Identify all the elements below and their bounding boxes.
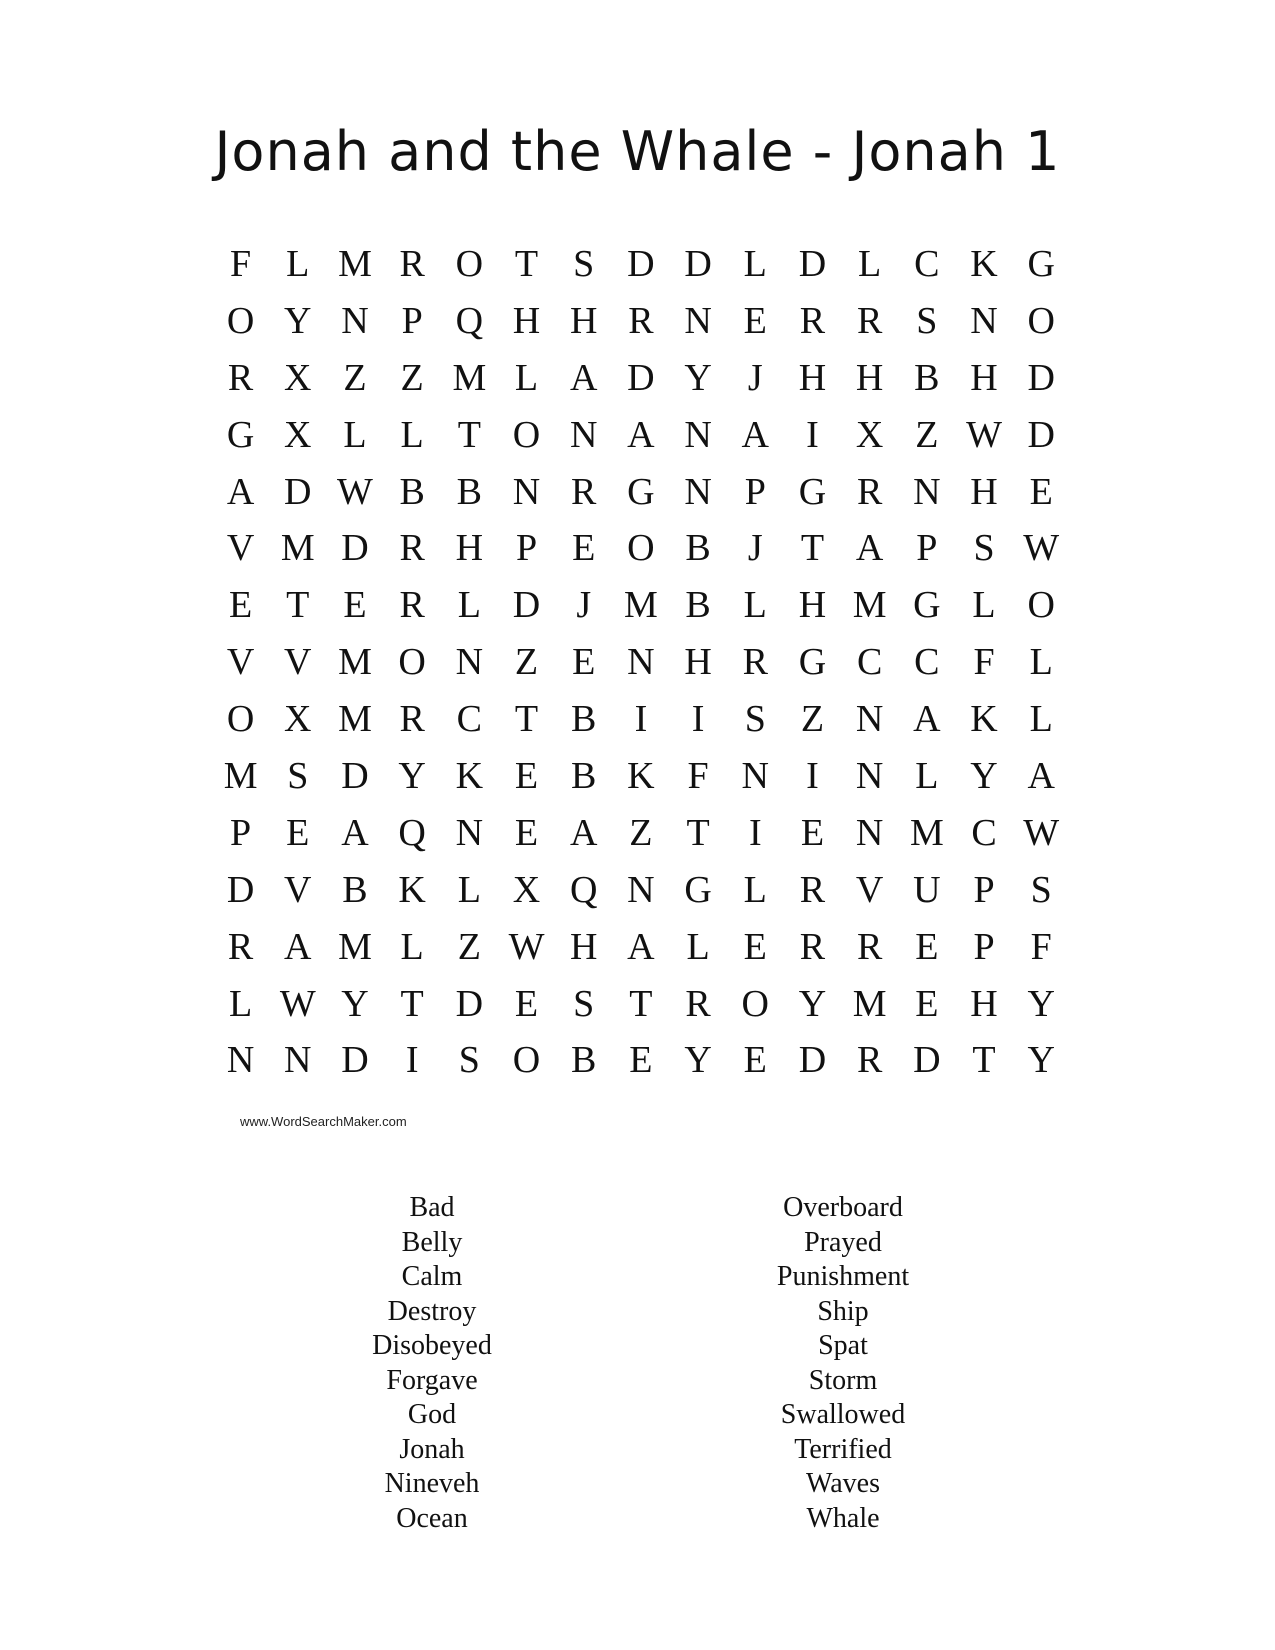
grid-letter: N bbox=[913, 470, 941, 513]
grid-letter: N bbox=[855, 755, 884, 798]
grid-letter: P bbox=[916, 527, 938, 570]
grid-letter: N bbox=[855, 811, 884, 854]
word-list-item: Ship bbox=[817, 1295, 869, 1327]
grid-letter: N bbox=[341, 299, 369, 342]
grid-letter: T bbox=[972, 1039, 996, 1082]
grid-letter: I bbox=[634, 698, 648, 741]
grid-letter: D bbox=[341, 1039, 369, 1082]
grid-letter: P bbox=[515, 527, 538, 570]
grid-letter: U bbox=[913, 868, 941, 911]
grid-letter: W bbox=[337, 470, 373, 513]
grid-letter: H bbox=[855, 356, 884, 399]
grid-letter: T bbox=[686, 811, 710, 854]
word-list-item: Whale bbox=[806, 1502, 880, 1534]
grid-letter: E bbox=[343, 584, 367, 627]
grid-letter: A bbox=[569, 356, 598, 399]
word-list-item: Belly bbox=[401, 1226, 463, 1258]
grid-letter: R bbox=[856, 470, 883, 513]
grid-letter: X bbox=[855, 413, 884, 456]
grid-letter: T bbox=[514, 243, 539, 285]
grid-letter: B bbox=[914, 356, 940, 399]
grid-letter: J bbox=[576, 584, 592, 627]
grid-letter: F bbox=[230, 243, 252, 285]
grid-letter: D bbox=[455, 982, 484, 1025]
grid-letter: D bbox=[341, 527, 369, 570]
grid-letter: M bbox=[338, 698, 372, 741]
grid-letter: P bbox=[401, 299, 423, 342]
grid-letter: R bbox=[856, 299, 883, 342]
grid-letter: O bbox=[741, 982, 769, 1025]
grid-letter: H bbox=[569, 925, 598, 968]
grid-letter: N bbox=[512, 470, 541, 513]
word-list-item: Bad bbox=[409, 1192, 455, 1223]
grid-letter: W bbox=[1023, 811, 1060, 854]
grid-letter: D bbox=[684, 243, 712, 285]
word-list-item: Overboard bbox=[783, 1192, 903, 1223]
grid-letter: J bbox=[747, 356, 763, 399]
grid-letter: D bbox=[627, 356, 655, 399]
grid-letter: A bbox=[226, 470, 255, 513]
word-list-item: Disobeyed bbox=[372, 1330, 492, 1361]
grid-letter: R bbox=[227, 356, 254, 399]
grid-letter: M bbox=[223, 755, 258, 798]
word-search-grid bbox=[212, 236, 1070, 1089]
grid-letter: X bbox=[284, 413, 312, 456]
grid-letter: S bbox=[458, 1039, 480, 1082]
page-title: Jonah and the Whale - Jonah 1 bbox=[214, 120, 1061, 183]
grid-letter: Z bbox=[400, 356, 424, 399]
grid-letter: L bbox=[400, 925, 424, 968]
grid-letter: W bbox=[1023, 527, 1060, 570]
grid-letter: L bbox=[457, 584, 481, 627]
grid-letter: L bbox=[228, 982, 253, 1025]
grid-letter: N bbox=[684, 299, 712, 342]
grid-letter: E bbox=[572, 527, 596, 570]
source-credit: www.WordSearchMaker.com bbox=[240, 1114, 407, 1129]
grid-letter: W bbox=[966, 413, 1002, 456]
word-list-item: Waves bbox=[806, 1468, 880, 1499]
grid-letter: D bbox=[1027, 413, 1055, 456]
grid-letter: O bbox=[1027, 584, 1055, 627]
grid-letter: N bbox=[455, 641, 484, 684]
grid-letter: M bbox=[280, 527, 315, 570]
grid-letter: R bbox=[742, 641, 768, 684]
grid-letter: S bbox=[916, 299, 938, 342]
grid-letter: A bbox=[741, 413, 769, 456]
grid-letter: T bbox=[457, 413, 481, 456]
grid-letter: D bbox=[627, 243, 655, 285]
grid-letter: R bbox=[856, 1039, 883, 1082]
grid-letter: Y bbox=[1027, 982, 1055, 1025]
grid-letter: X bbox=[284, 356, 312, 399]
grid-letter: D bbox=[512, 584, 541, 627]
grid-letter: V bbox=[855, 868, 884, 911]
grid-letter: B bbox=[571, 698, 597, 741]
grid-letter: Q bbox=[569, 868, 598, 911]
grid-letter: M bbox=[452, 356, 487, 399]
grid-letter: A bbox=[627, 925, 655, 968]
grid-letter: L bbox=[286, 243, 310, 285]
grid-letter: A bbox=[284, 925, 312, 968]
grid-letter: Z bbox=[343, 356, 367, 399]
grid-letter: W bbox=[279, 982, 316, 1025]
grid-letter: F bbox=[973, 641, 995, 684]
grid-letter: E bbox=[915, 925, 939, 968]
grid-letter: D bbox=[341, 755, 369, 798]
grid-letter: H bbox=[455, 527, 484, 570]
grid-letter: L bbox=[743, 243, 767, 285]
word-list-right bbox=[683, 1191, 1003, 1536]
grid-letter: Z bbox=[457, 925, 481, 968]
grid-letter: S bbox=[287, 755, 309, 798]
grid-letter: E bbox=[1029, 470, 1053, 513]
grid-letter: T bbox=[400, 982, 424, 1025]
grid-letter: F bbox=[1030, 925, 1052, 968]
grid-letter: G bbox=[798, 641, 827, 684]
grid-letter: I bbox=[748, 811, 762, 854]
grid-letter: C bbox=[856, 641, 883, 684]
grid-letter: I bbox=[806, 755, 819, 798]
grid-letter: P bbox=[230, 811, 252, 854]
grid-letter: N bbox=[684, 470, 712, 513]
grid-letter: N bbox=[741, 755, 769, 798]
grid-letter: B bbox=[399, 470, 425, 513]
grid-letter: G bbox=[1027, 243, 1055, 285]
grid-letter: N bbox=[627, 868, 655, 911]
grid-letter: Y bbox=[798, 982, 827, 1025]
grid-letter: R bbox=[227, 925, 254, 968]
grid-letter: F bbox=[687, 755, 709, 798]
grid-letter: V bbox=[226, 641, 255, 684]
grid-letter: H bbox=[970, 470, 998, 513]
grid-letter: Y bbox=[398, 755, 426, 798]
grid-letter: S bbox=[573, 982, 595, 1025]
grid-letter: R bbox=[399, 527, 425, 570]
grid-letter: Y bbox=[684, 1039, 712, 1082]
grid-letter: G bbox=[627, 470, 655, 513]
grid-letter: O bbox=[226, 698, 255, 741]
grid-letter: L bbox=[400, 413, 424, 456]
grid-letter: E bbox=[514, 755, 539, 798]
grid-letter: P bbox=[973, 868, 995, 911]
grid-letter: P bbox=[744, 470, 766, 513]
grid-letter: M bbox=[338, 243, 372, 285]
grid-letter: S bbox=[1030, 868, 1052, 911]
word-list-item: Punishment bbox=[776, 1261, 910, 1292]
grid-letter: A bbox=[913, 698, 941, 741]
grid-letter: M bbox=[338, 925, 372, 968]
grid-letter: H bbox=[512, 299, 541, 342]
grid-letter: O bbox=[512, 413, 541, 456]
grid-letter: G bbox=[798, 470, 827, 513]
grid-letter: R bbox=[799, 868, 826, 911]
grid-letter: X bbox=[284, 698, 312, 741]
grid-letter: E bbox=[743, 925, 767, 968]
grid-letter: O bbox=[226, 299, 255, 342]
grid-letter: O bbox=[1027, 299, 1055, 342]
grid-letter: Z bbox=[800, 698, 825, 741]
grid-letter: Y bbox=[970, 755, 998, 798]
grid-letter: T bbox=[629, 982, 653, 1025]
word-list-item: Spat bbox=[818, 1330, 868, 1361]
grid-letter: E bbox=[800, 811, 825, 854]
word-list-item: Calm bbox=[401, 1261, 463, 1292]
grid-letter: B bbox=[342, 868, 368, 911]
grid-letter: D bbox=[1027, 356, 1055, 399]
grid-letter: N bbox=[970, 299, 998, 342]
word-list-item: Forgave bbox=[386, 1364, 478, 1396]
grid-letter: R bbox=[799, 299, 826, 342]
grid-letter: D bbox=[226, 868, 255, 911]
grid-letter: E bbox=[514, 811, 539, 854]
grid-letter: N bbox=[569, 413, 598, 456]
word-list-item: Nineveh bbox=[384, 1468, 480, 1499]
grid-letter: N bbox=[226, 1039, 255, 1082]
grid-letter: N bbox=[455, 811, 484, 854]
grid-letter: T bbox=[514, 698, 539, 741]
grid-letter: L bbox=[743, 868, 767, 911]
grid-letter: C bbox=[914, 641, 940, 684]
word-list-item: Jonah bbox=[399, 1433, 465, 1465]
word-list-item: Ocean bbox=[396, 1502, 468, 1534]
grid-letter: G bbox=[226, 413, 255, 456]
word-list-left bbox=[272, 1191, 592, 1536]
grid-letter: L bbox=[343, 413, 367, 456]
grid-letter: N bbox=[284, 1039, 312, 1082]
grid-letter: B bbox=[571, 755, 597, 798]
grid-letter: R bbox=[399, 698, 425, 741]
grid-letter: A bbox=[341, 811, 369, 854]
grid-letter: L bbox=[457, 868, 481, 911]
grid-letter: B bbox=[456, 470, 483, 513]
grid-letter: D bbox=[284, 470, 312, 513]
grid-letter: D bbox=[913, 1039, 941, 1082]
word-list-item: Destroy bbox=[387, 1295, 477, 1327]
grid-letter: V bbox=[284, 868, 312, 911]
grid-letter: V bbox=[226, 527, 255, 570]
grid-letter: E bbox=[629, 1039, 653, 1082]
grid-letter: A bbox=[569, 811, 598, 854]
grid-letter: Y bbox=[684, 356, 712, 399]
grid-letter: L bbox=[686, 925, 710, 968]
grid-letter: B bbox=[685, 527, 711, 570]
grid-letter: N bbox=[684, 413, 712, 456]
grid-letter: L bbox=[514, 356, 539, 399]
grid-letter: S bbox=[744, 698, 766, 741]
grid-letter: E bbox=[572, 641, 596, 684]
grid-letter: Y bbox=[341, 982, 369, 1025]
grid-letter: I bbox=[806, 413, 819, 456]
grid-letter: E bbox=[286, 811, 310, 854]
grid-letter: D bbox=[798, 243, 827, 285]
grid-letter: H bbox=[569, 299, 598, 342]
grid-letter: V bbox=[284, 641, 312, 684]
grid-letter: L bbox=[972, 584, 996, 627]
grid-letter: T bbox=[800, 527, 825, 570]
grid-letter: L bbox=[1029, 641, 1053, 684]
grid-letter: E bbox=[915, 982, 939, 1025]
grid-letter: O bbox=[512, 1039, 541, 1082]
grid-letter: L bbox=[743, 584, 767, 627]
grid-letter: Q bbox=[455, 299, 484, 342]
grid-letter: W bbox=[508, 925, 545, 968]
grid-letter: H bbox=[970, 982, 998, 1025]
grid-letter: T bbox=[286, 584, 310, 627]
grid-letter: Z bbox=[514, 641, 539, 684]
grid-letter: N bbox=[855, 698, 884, 741]
grid-letter: R bbox=[399, 584, 425, 627]
grid-letter: K bbox=[455, 755, 484, 798]
grid-letter: H bbox=[970, 356, 998, 399]
word-list-item: God bbox=[407, 1399, 457, 1430]
grid-letter: R bbox=[571, 470, 597, 513]
grid-letter: A bbox=[627, 413, 655, 456]
grid-letter: O bbox=[627, 527, 655, 570]
grid-letter: R bbox=[799, 925, 826, 968]
grid-letter: S bbox=[573, 243, 595, 285]
grid-letter: A bbox=[855, 527, 884, 570]
grid-letter: D bbox=[798, 1039, 827, 1082]
grid-letter: E bbox=[743, 1039, 767, 1082]
grid-letter: Y bbox=[1027, 1039, 1055, 1082]
grid-letter: J bbox=[747, 527, 763, 570]
grid-letter: K bbox=[627, 755, 655, 798]
grid-letter: R bbox=[685, 982, 711, 1025]
grid-letter: G bbox=[684, 868, 712, 911]
grid-letter: H bbox=[684, 641, 712, 684]
word-list-item: Swallowed bbox=[780, 1399, 906, 1430]
grid-letter: I bbox=[691, 698, 705, 741]
grid-letter: R bbox=[399, 243, 425, 285]
grid-letter: M bbox=[624, 584, 658, 627]
grid-letter: K bbox=[970, 698, 998, 741]
grid-letter: A bbox=[1027, 755, 1055, 798]
grid-letter: E bbox=[514, 982, 539, 1025]
grid-letter: M bbox=[852, 584, 887, 627]
grid-letter: C bbox=[914, 243, 940, 285]
grid-letter: B bbox=[571, 1039, 597, 1082]
grid-letter: I bbox=[405, 1039, 419, 1082]
grid-letter: X bbox=[512, 868, 541, 911]
grid-letter: Z bbox=[915, 413, 939, 456]
grid-letter: Y bbox=[284, 299, 312, 342]
grid-letter: C bbox=[456, 698, 483, 741]
grid-letter: S bbox=[973, 527, 995, 570]
word-list-item: Terrified bbox=[794, 1433, 892, 1465]
grid-letter: P bbox=[973, 925, 995, 968]
grid-letter: L bbox=[1029, 698, 1053, 741]
grid-letter: B bbox=[685, 584, 711, 627]
grid-letter: N bbox=[627, 641, 655, 684]
grid-letter: Q bbox=[398, 811, 426, 854]
grid-letter: C bbox=[971, 811, 997, 854]
grid-letter: H bbox=[798, 356, 827, 399]
grid-letter: M bbox=[909, 811, 944, 854]
grid-letter: L bbox=[915, 755, 939, 798]
word-list-item: Storm bbox=[808, 1364, 878, 1396]
grid-letter: M bbox=[852, 982, 887, 1025]
grid-letter: G bbox=[913, 584, 941, 627]
grid-letter: R bbox=[628, 299, 654, 342]
grid-letter: R bbox=[856, 925, 883, 968]
grid-letter: O bbox=[398, 641, 426, 684]
grid-letter: E bbox=[228, 584, 253, 627]
grid-letter: H bbox=[798, 584, 827, 627]
word-list-item: Prayed bbox=[804, 1226, 882, 1258]
grid-letter: O bbox=[455, 243, 484, 285]
grid-letter: L bbox=[858, 243, 882, 285]
grid-letter: K bbox=[398, 868, 426, 911]
grid-letter: K bbox=[970, 243, 998, 285]
grid-letter: E bbox=[743, 299, 767, 342]
grid-letter: Z bbox=[629, 811, 653, 854]
grid-letter: M bbox=[338, 641, 372, 684]
